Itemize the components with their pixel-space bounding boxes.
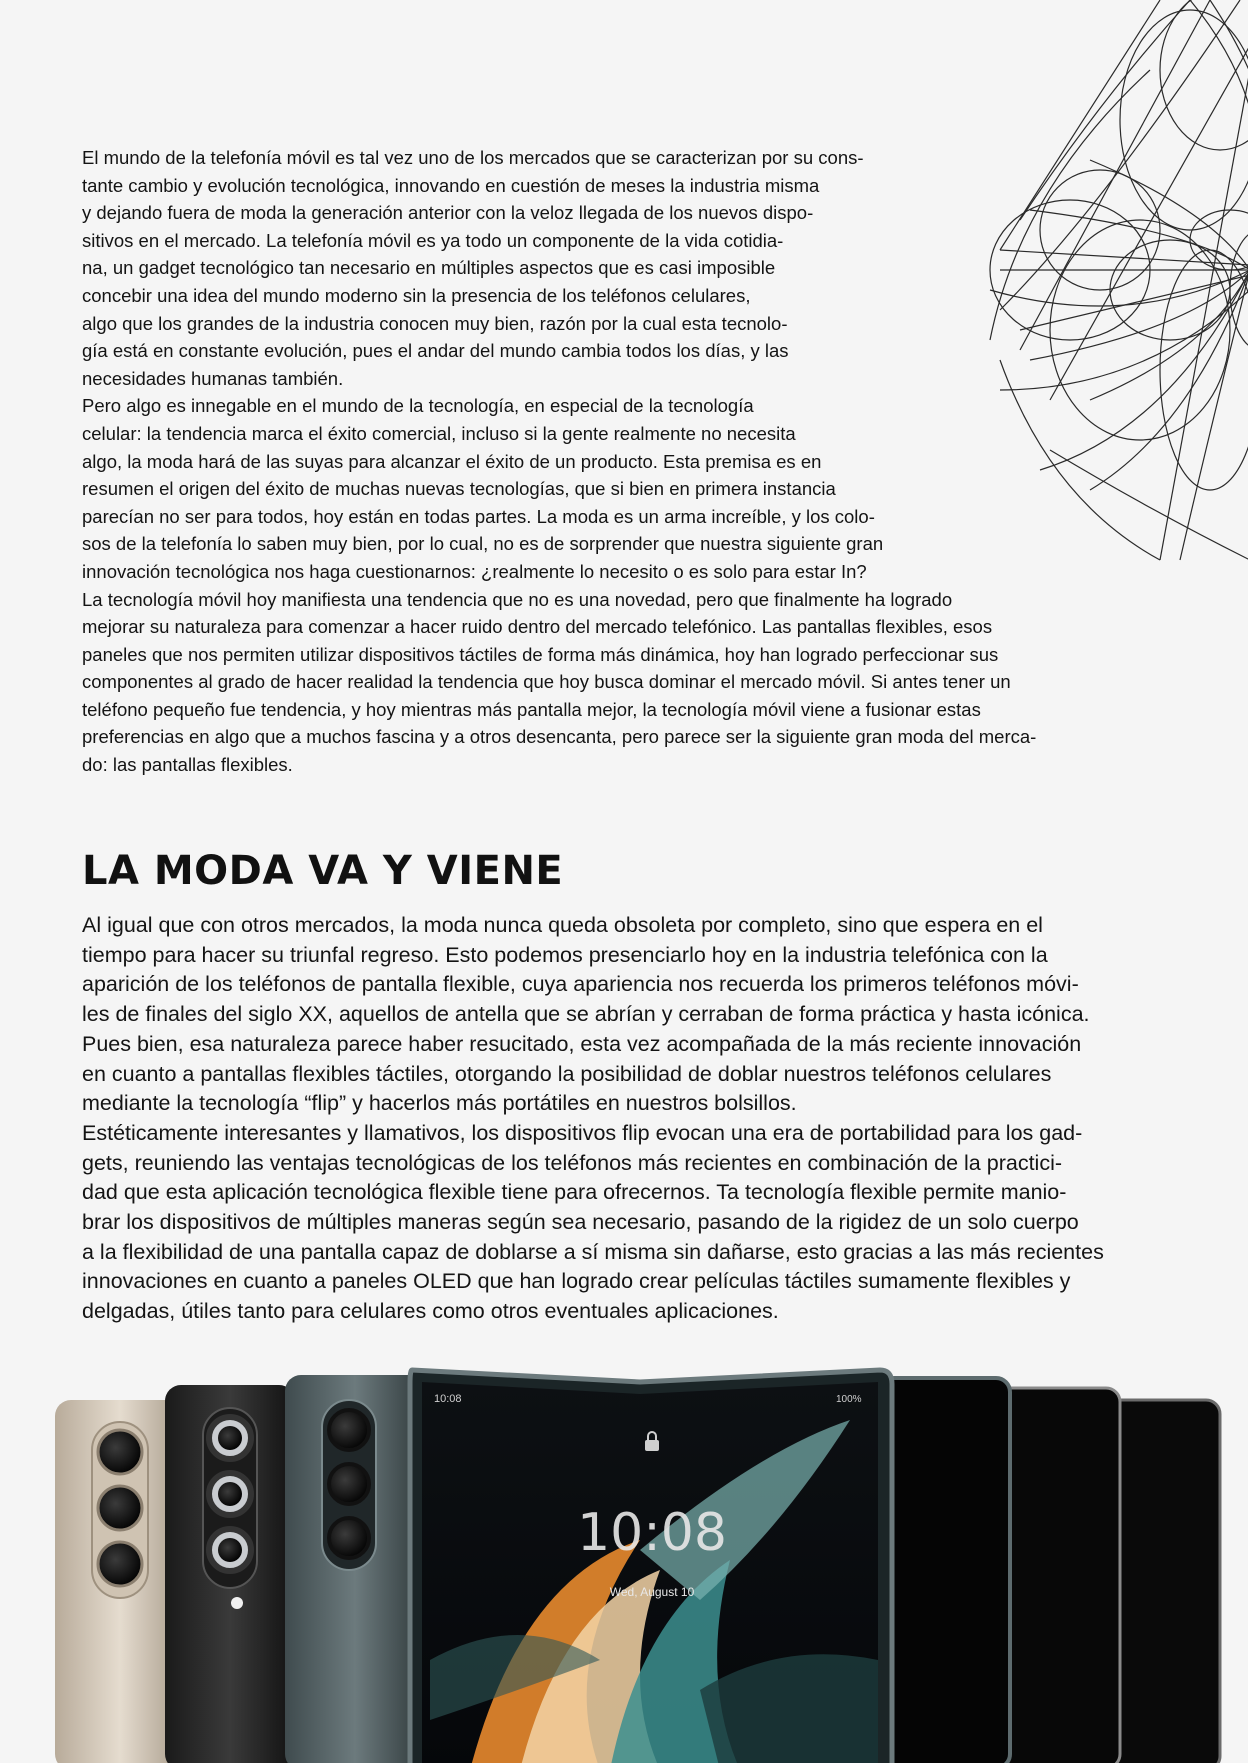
section-paragraph-1: Al igual que con otros mercados, la moda nunca queda obsoleta por completo, sino que espera en el tiempo para hacer su triunfal regreso. Esto podemos presenciarlo hoy en la industria telefónica con la aparición de los teléfonos de pantalla flexible, cuya apariencia nos recuerda los primeros teléfonos móvi- les de finales del siglo XX, aquellos de antella que se abrían y cerraban de forma práctica y hasta icónica. Pues bien, esa naturaleza parece haber resucitado, esta vez acompañada de la más reciente innovación en cuanto a pantallas flexibles táctiles, otorgando la posibilidad de doblar nuestros teléfonos celulares mediante la tecnología “flip” y hacerlos más portátiles en nuestros bolsillos.	[82, 913, 1090, 1116]
intro-paragraph-3: La tecnología móvil hoy manifiesta una tendencia que no es una novedad, pero que finalmente ha logrado mejorar su naturaleza para comenzar a hacer ruido dentro del mercado telefónico. Las pantallas flexibles, esos paneles que nos permiten utilizar dispositivos táctiles de forma más dinámica, hoy han logrado perfeccionar sus componentes al grado de hacer realidad la tendencia que hoy busca dominar el mercado móvil. Si antes tener un teléfono pequeño fue tendencia, y hoy mientras más pantalla mejor, la tecnología móvil viene a fusionar estas preferencias en algo que a muchos fascina y a otros desencanta, pero parece ser la siguiente gran moda del merca- do: las pantallas flexibles.	[82, 588, 1037, 776]
foldable-phones-image	[0, 1360, 1248, 1763]
section-paragraph-2: Estéticamente interesantes y llamativos, los dispositivos flip evocan una era de portabilidad para los gad- gets, reuniendo las ventajas tecnológicas de los teléfonos más recientes en combinación de la practici- dad que esta aplicación tecnológica flexible tiene para ofrecernos. Ta tecnología flexible permite manio- brar los dispositivos de múltiples maneras según sea necesario, pasando de la rigidez de un solo cuerpo a la flexibilidad de una pantalla capaz de doblarse a sí misma sin dañarse, esto gracias a las más recientes innovaciones en cuanto a paneles OLED que han logrado crear películas táctiles sumamente flexibles y delgadas, útiles tanto para celulares como otros eventuales aplicaciones.	[82, 1120, 1104, 1324]
section-body	[82, 911, 1162, 1327]
section-heading: LA MODA VA Y VIENE	[82, 848, 564, 894]
lock-screen-clock: 10:08	[577, 1503, 727, 1563]
battery-indicator: 100%	[836, 1394, 862, 1405]
intro-text	[82, 144, 1162, 779]
status-time: 10:08	[434, 1393, 462, 1405]
intro-paragraph-1: El mundo de la telefonía móvil es tal vez uno de los mercados que se caracterizan por su cons- tante cambio y evolución tecnológica, innovando en cuestión de meses la industria misma y dejando fuera de moda la generación anterior con la veloz llegada de los nuevos dispo- sitivos en el mercado. La telefonía móvil es ya todo un componente de la vida cotidia- na, un gadget tecnológico tan necesario en múltiples aspectos que es casi imposible concebir una idea del mundo moderno sin la presencia de los teléfonos celulares, algo que los grandes de la industria conocen muy bien, razón por la cual esta tecnolo- gía está en constante evolución, pues el andar del mundo cambia todos los días, y las necesidades humanas también.	[82, 147, 864, 389]
intro-paragraph-2: Pero algo es innegable en el mundo de la tecnología, en especial de la tecnología celular: la tendencia marca el éxito comercial, incluso si la gente realmente no necesita algo, la moda hará de las suyas para alcanzar el éxito de un producto. Esta premisa es en resumen el origen del éxito de muchas nuevas tecnologías, que si bien en primera instancia parecían no ser para todos, hoy están en todas partes. La moda es un arma increíble, y los colo- sos de la telefonía lo saben muy bien, por lo cual, no es de sorprender que nuestra siguiente gran innovación tecnológica nos haga cuestionarnos: ¿realmente lo necesito o es solo para estar In?	[82, 395, 884, 582]
lock-screen-date: Wed, August 10	[609, 1585, 695, 1599]
